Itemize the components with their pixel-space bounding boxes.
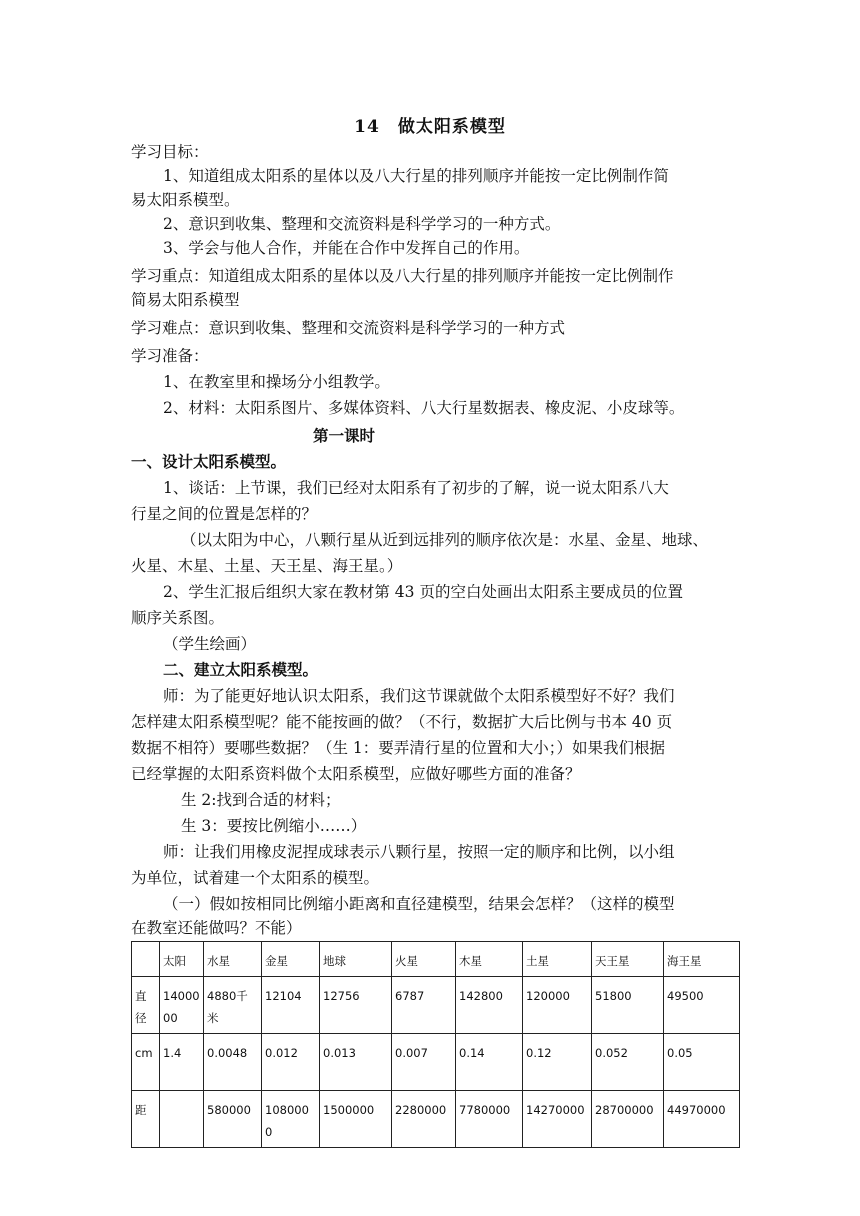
table-cell: 0.013	[320, 1034, 392, 1091]
text-line: 行星之间的位置是怎样的？	[131, 505, 318, 523]
table-cell: 44970000	[664, 1091, 740, 1148]
table-cell: 51800	[592, 977, 664, 1034]
table-cell: 地球	[320, 942, 392, 977]
table-cell	[160, 1091, 204, 1148]
text-line: 2、意识到收集、整理和交流资料是科学学习的一种方式。	[163, 215, 561, 233]
text-line: 数据不相符）要哪些数据？（生 1：要弄清行星的位置和大小；）如果我们根据	[131, 739, 666, 757]
table-cell: 28700000	[592, 1091, 664, 1148]
text-line: 2、学生汇报后组织大家在教材第 43 页的空白处画出太阳系主要成员的位置	[163, 583, 683, 601]
table-cell: 1.4	[160, 1034, 204, 1091]
table-cell: cm	[132, 1034, 160, 1091]
table-cell: 0.007	[392, 1034, 456, 1091]
section-heading: 二、建立太阳系模型。	[163, 660, 319, 679]
table-row	[132, 1091, 740, 1148]
table-cell	[132, 942, 160, 977]
text-line: 学习难点：意识到收集、整理和交流资料是科学学习的一种方式	[131, 319, 566, 337]
table-cell: 水星	[204, 942, 262, 977]
table-cell: 天王星	[592, 942, 664, 977]
text-line: 学习准备：	[131, 347, 209, 365]
table-cell: 0.14	[456, 1034, 523, 1091]
table-cell: 1500000	[320, 1091, 392, 1148]
table-cell: 土星	[523, 942, 592, 977]
text-line: 1、知道组成太阳系的星体以及八大行星的排列顺序并能按一定比例制作简	[163, 167, 669, 185]
text-line: 3、学会与他人合作，并能在合作中发挥自己的作用。	[163, 239, 530, 257]
text-line: 顺序关系图。	[131, 609, 225, 627]
planet-data-table	[131, 941, 740, 1148]
section-heading: 一、设计太阳系模型。	[131, 452, 287, 471]
table-cell: 火星	[392, 942, 456, 977]
document-title: 14 做太阳系模型	[354, 117, 506, 137]
table-cell: 0.12	[523, 1034, 592, 1091]
text-line: 简易太阳系模型	[131, 291, 240, 309]
text-line: 学习重点：知道组成太阳系的星体以及八大行星的排列顺序并能按一定比例制作	[131, 267, 674, 285]
table-cell: 12756	[320, 977, 392, 1034]
table-cell: 2280000	[392, 1091, 456, 1148]
text-line: （以太阳为中心，八颗行星从近到远排列的顺序依次是：水星、金星、地球、	[181, 531, 709, 549]
table-cell: 海王星	[664, 942, 740, 977]
table-cell: 0.052	[592, 1034, 664, 1091]
text-line: 师：为了能更好地认识太阳系，我们这节课就做个太阳系模型好不好？我们	[163, 687, 675, 705]
table-cell: 4880千米	[204, 977, 262, 1034]
table-cell: 120000	[523, 977, 592, 1034]
table-cell: 14270000	[523, 1091, 592, 1148]
table-cell: 太阳	[160, 942, 204, 977]
table-cell: 49500	[664, 977, 740, 1034]
table-cell: 1400000	[160, 977, 204, 1034]
table-cell: 0.05	[664, 1034, 740, 1091]
text-line: 2、材料：太阳系图片、多媒体资料、八大行星数据表、橡皮泥、小皮球等。	[163, 399, 685, 417]
text-line: 已经掌握的太阳系资料做个太阳系模型，应做好哪些方面的准备？	[131, 765, 581, 783]
table-cell: 6787	[392, 977, 456, 1034]
table-cell: 142800	[456, 977, 523, 1034]
section-heading: 第一课时	[313, 426, 376, 445]
text-line: （学生绘画）	[163, 635, 257, 653]
table-cell: 金星	[262, 942, 320, 977]
table-cell: 0.0048	[204, 1034, 262, 1091]
table-cell: 580000	[204, 1091, 262, 1148]
text-line: （一）假如按相同比例缩小距离和直径建模型，结果会怎样？（这样的模型	[163, 895, 675, 913]
table-row	[132, 1034, 740, 1091]
text-line: 火星、木星、土星、天王星、海王星。）	[131, 557, 403, 575]
table-cell: 0.012	[262, 1034, 320, 1091]
table-cell: 距	[132, 1091, 160, 1148]
table-row	[132, 977, 740, 1034]
text-line: 1、在教室里和操场分小组教学。	[163, 373, 390, 391]
text-line: 1、谈话：上节课，我们已经对太阳系有了初步的了解，说一说太阳系八大	[163, 479, 669, 497]
table-cell: 7780000	[456, 1091, 523, 1148]
text-line: 怎样建太阳系模型呢？能不能按画的做？（不行，数据扩大后比例与书本 40 页	[131, 713, 673, 731]
table-cell: 木星	[456, 942, 523, 977]
text-line: 生 2:找到合适的材料；	[181, 791, 341, 809]
table-header-row	[132, 942, 740, 977]
table-cell: 12104	[262, 977, 320, 1034]
table-cell: 1080000	[262, 1091, 320, 1148]
text-line: 学习目标：	[131, 143, 209, 161]
text-line: 师：让我们用橡皮泥捏成球表示八颗行星，按照一定的顺序和比例，以小组	[163, 843, 675, 861]
text-line: 在教室还能做吗？不能）	[131, 919, 302, 937]
text-line: 生 3：要按比例缩小……）	[181, 817, 367, 835]
text-line: 为单位，试着建一个太阳系的模型。	[131, 869, 380, 887]
table-cell: 直径	[132, 977, 160, 1034]
text-line: 易太阳系模型。	[131, 191, 240, 209]
